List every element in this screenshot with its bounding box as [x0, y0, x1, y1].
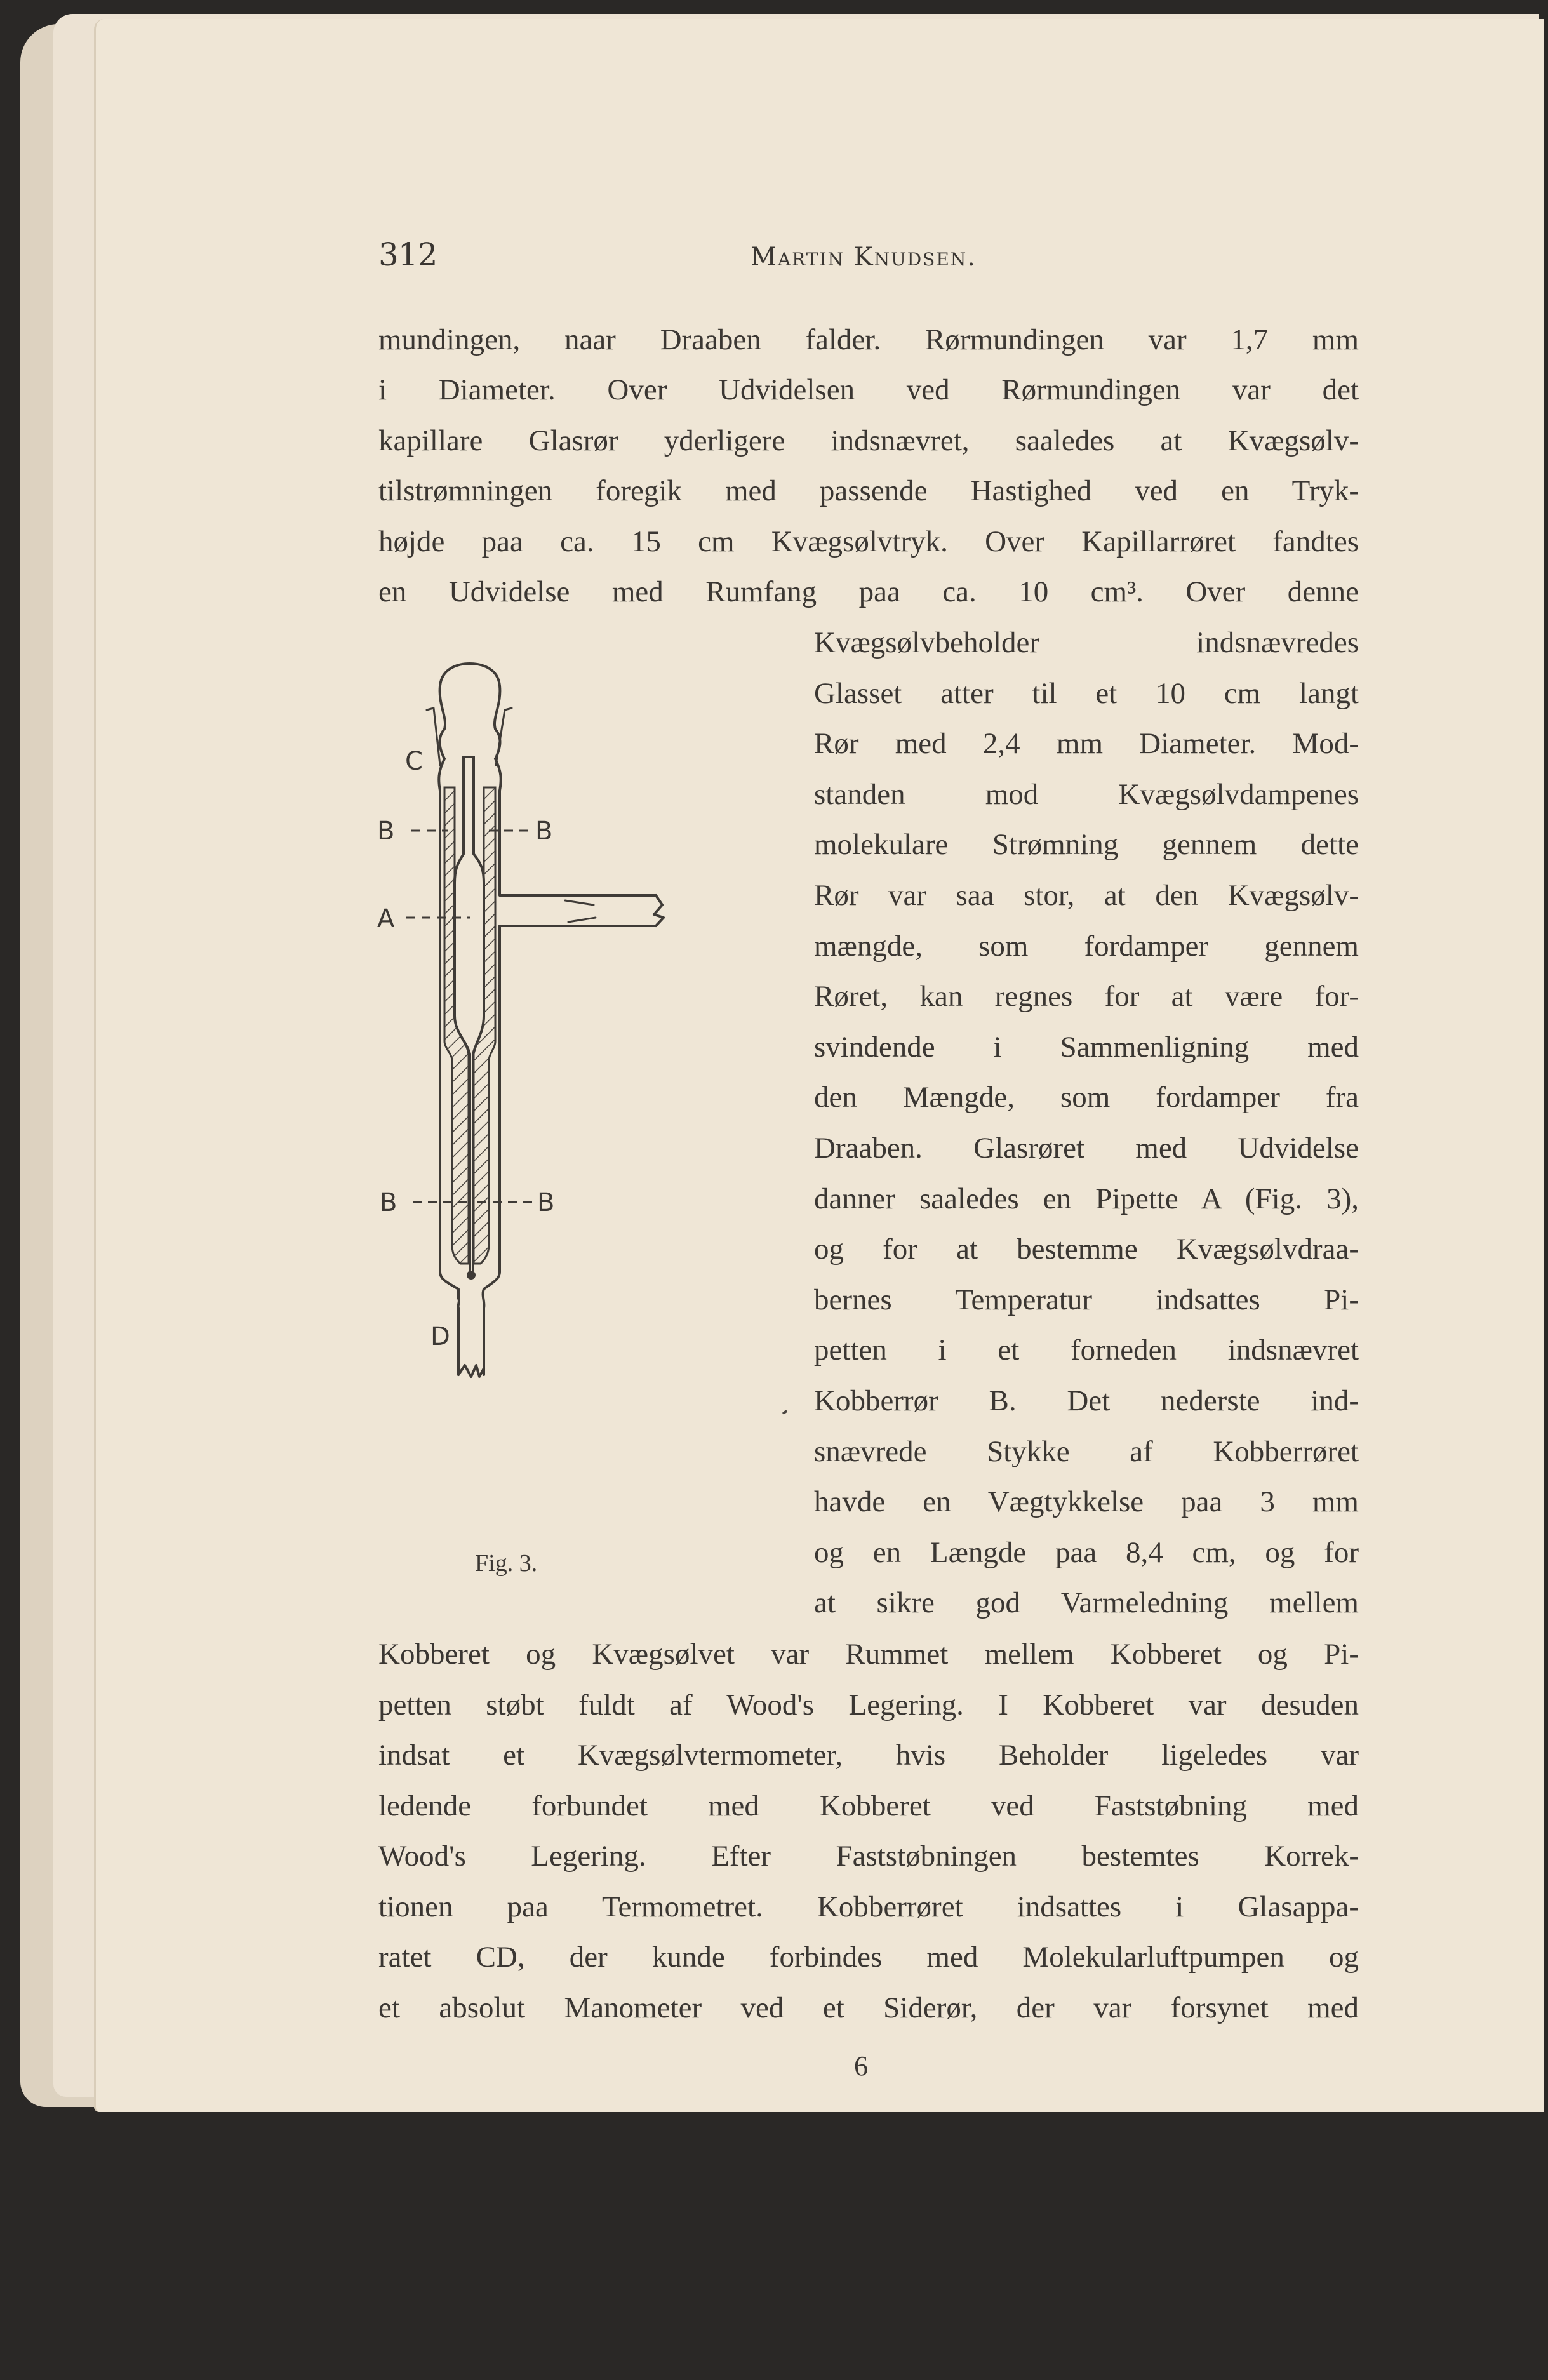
text-line: højde paa ca. 15 cm Kvægsølvtryk. Over Kapillarrøret fandtes [378, 525, 1359, 558]
signature-mark: 6 [854, 2050, 868, 2082]
text-line: et absolut Manometer ved et Siderør, der var forsynet med [378, 1991, 1359, 2024]
text-line: petten i et forneden indsnævret [814, 1334, 1359, 1367]
label-a: A [377, 904, 395, 933]
text-line: ledende forbundet med Kobberet ved Faststøbning med [378, 1789, 1359, 1822]
outer-glass-vessel-left [440, 664, 500, 759]
text-line: i Diameter. Over Udvidelsen ved Rørmundingen var det [378, 373, 1359, 407]
text-line: danner saaledes en Pipette A (Fig. 3), [814, 1182, 1359, 1215]
text-line: ratet CD, der kunde forbindes med Molekularluftpumpen og [378, 1941, 1359, 1974]
text-line: den Mængde, som fordamper fra [814, 1081, 1359, 1114]
text-line: petten støbt fuldt af Wood's Legering. I Kobberet var desuden [378, 1688, 1359, 1721]
text-line: svindende i Sammenligning med [814, 1030, 1359, 1064]
text-line: Kobberet og Kvægsølvet var Rummet mellem Kobberet og Pi- [378, 1638, 1359, 1671]
text-line: Kvægsølvbeholder indsnævredes [814, 626, 1359, 659]
text-line: mængde, som fordamper gennem [814, 929, 1359, 963]
text-line: en Udvidelse med Rumfang paa ca. 10 cm³. Over denne [378, 575, 1359, 608]
text-line: Røret, kan regnes for at være for- [814, 980, 1359, 1013]
copper-tube-left-wall [444, 787, 469, 1264]
text-line: Rør var saa stor, at den Kvægsølv- [814, 879, 1359, 912]
text-line: og for at bestemme Kvægsølvdraa- [814, 1233, 1359, 1266]
running-head: Martin Knudsen. [751, 243, 977, 272]
text-line: Glasset atter til et 10 cm langt [814, 676, 1359, 710]
text-line: tilstrømningen foregik med passende Hastighed ved en Tryk- [378, 474, 1359, 508]
label-b-upper-right: B [535, 817, 553, 846]
text-line: bernes Temperatur indsattes Pi- [814, 1283, 1359, 1316]
text-line: havde en Vægtykkelse paa 3 mm [814, 1485, 1359, 1519]
label-c: C [405, 747, 423, 776]
text-line: at sikre god Varmeledning mellem [814, 1586, 1359, 1620]
label-d: D [430, 1322, 450, 1351]
label-b-lower-right: B [537, 1188, 555, 1217]
label-b-upper-left: B [377, 817, 395, 846]
text-line: snævrede Stykke af Kobberrøret [814, 1434, 1359, 1468]
page-number: 312 [378, 236, 437, 273]
text-line: indsat et Kvægsølvtermometer, hvis Beholder ligeledes var [378, 1739, 1359, 1772]
figure-caption: Fig. 3. [475, 1550, 538, 1577]
text-line: Draaben. Glasrøret med Udvidelse [814, 1132, 1359, 1165]
text-line: tionen paa Termometret. Kobberrøret indsattes i Glasappa- [378, 1890, 1359, 1923]
text-line: standen mod Kvægsølvdampenes [814, 777, 1359, 811]
text-line: molekulare Strømning gennem dette [814, 828, 1359, 862]
text-line: Wood's Legering. Efter Faststøbningen bestemtes Korrek- [378, 1840, 1359, 1873]
text-line: Kobberrør B. Det nederste ind- [814, 1384, 1359, 1417]
text-line: kapillare Glasrør yderligere indsnævret, saaledes at Kvægsølv- [378, 424, 1359, 457]
text-line: og en Længde paa 8,4 cm, og for [814, 1535, 1359, 1569]
text-line: mundingen, naar Draaben falder. Rørmundingen var 1,7 mm [378, 323, 1359, 356]
label-b-lower-left: B [380, 1188, 397, 1217]
text-line: Rør med 2,4 mm Diameter. Mod- [814, 727, 1359, 761]
